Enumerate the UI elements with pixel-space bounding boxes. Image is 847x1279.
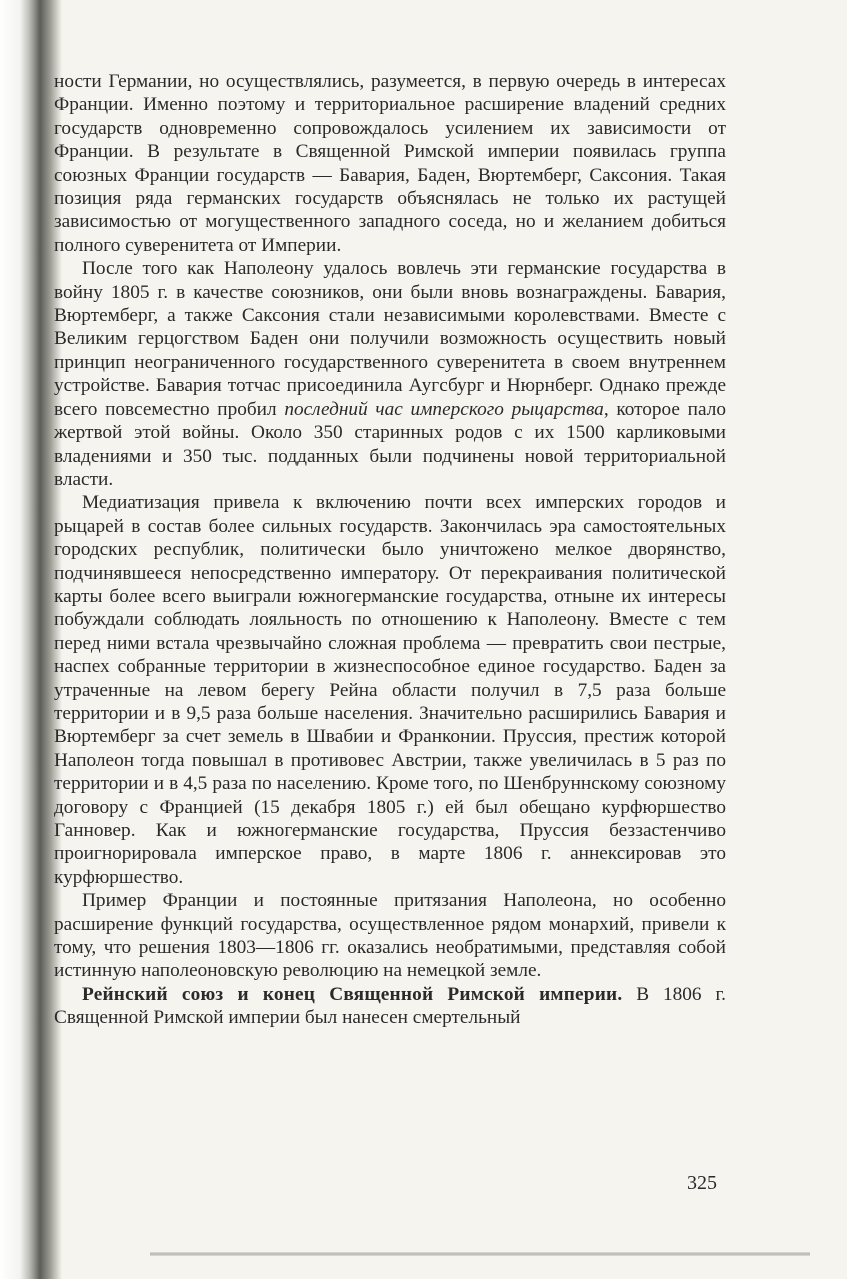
paragraph-1: ности Германии, но осуществлялись, разумеется, в первую очередь в интересах Франции. Именно поэтому и территориальное расширение владений средних государств одновременно сопровождалось усилением их зависимости от Франции. В результате в Священной Римской империи появилась группа союзных Франции государств — Бавария, Баден, Вюртемберг, Саксония. Такая позиция ряда германских государств объяснялась не только их растущей зависимостью от могущественного западного соседа, но и желанием добиться полного суверенитета от Империи.: [54, 71, 726, 256]
page-text: [54, 70, 726, 1030]
page-bottom-rule: [150, 1252, 810, 1256]
paragraph-5-text: В 1806 г. Священной Римской империи был нанесен смертельный: [54, 983, 726, 1029]
paragraph-5: [54, 983, 726, 1030]
page-number: 325: [687, 1172, 717, 1194]
paragraph-2-text-after: , которое пало жертвой этой войны. Около 350 старинных родов с их 1500 карликовыми владениями и 350 тыс. подданных были подчинены новой территориальной власти.: [54, 398, 726, 490]
paragraph-4: Пример Франции и постоянные притязания Наполеона, но особенно расширение функций государства, осуществленное рядом монархий, привели к тому, что решения 1803—1806 гг. оказались необратимыми, представляя собой истинную наполеоновскую революцию на немецкой земле.: [54, 890, 726, 982]
paragraph-2-text-before: После того как Наполеону удалось вовлечь эти германские государства в войну 1805 г. в качестве союзников, они были вновь вознаграждены. Бавария, Вюртемберг, а также Саксония стали независимыми королевствами. Вместе с Великим герцогством Баден они получили возможность осуществить новый принцип неограниченного государственного суверенитета в своем внутреннем устройстве. Бавария тотчас присоединила Аугсбург и Нюрнберг. Однако прежде всего повсеместно пробил: [54, 258, 726, 420]
book-binding-shadow: [0, 0, 62, 1279]
paragraph-3: Медиатизация привела к включению почти всех имперских городов и рыцарей в состав более сильных государств. Закончилась эра самостоятельных городских республик, политически было уничтожено мелкое дворянство, подчинявшееся непосредственно императору. От перекраивания политической карты более всего выиграли южногерманские государства, отныне их интересы побуждали соблюдать лояльность по отношению к Наполеону. Вместе с тем перед ними встала чрезвычайно сложная проблема — превратить свои пестрые, наспех собранные территории в жизнеспособное единое государство. Баден за утраченные на левом берегу Рейна области получил в 7,5 раза больше территории и в 9,5 раза больше населения. Значительно расширились Бавария и Вюртемберг за счет земель в Швабии и Франконии. Пруссия, престиж которой Наполеон тогда повышал в противовес Австрии, также увеличилась в 5 раз по территории и в 4,5 раза по населению. Кроме того, по Шенбруннскому союзному договору с Францией (15 декабря 1805 г.) ей был обещано курфюршество Ганновер. Как и южногерманские государства, Пруссия беззастенчиво проигнорировала имперское право, в марте 1806 г. аннексировав это курфюршество.: [54, 492, 726, 888]
section-heading: Рейнский союз и конец Священной Римской империи.: [82, 983, 623, 1005]
paragraph-2: [54, 257, 726, 491]
emphasis-phrase: последний час имперского рыцарства: [284, 398, 604, 420]
